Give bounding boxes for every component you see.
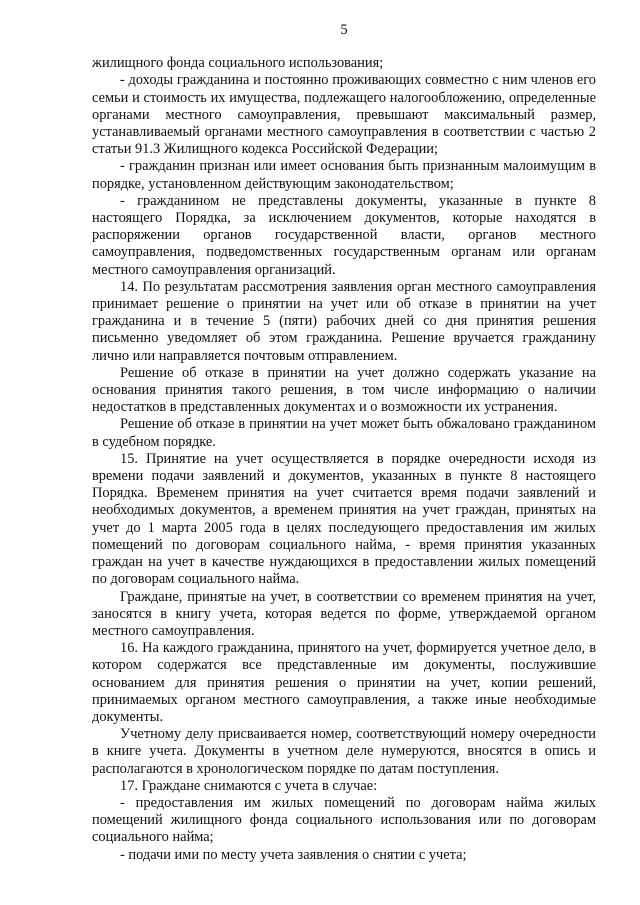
- paragraph: - предоставления им жилых помещений по договорам найма жилых помещений жилищного фонда социального использования или по договорам социального найма;: [92, 794, 596, 846]
- paragraph: - гражданином не представлены документы, указанные в пункте 8 настоящего Порядка, за исключением документов, которые находятся в распоряжении органов государственной власти, органов местного самоуправления, подведомственных государственным органам или органам местного самоуправления организаций.: [92, 192, 596, 278]
- paragraph: 15. Принятие на учет осуществляется в порядке очередности исходя из времени подачи заявлений и документов, указанных в пункте 8 настоящего Порядка. Временем принятия на учет считается время подачи заявлений и необходимых документов, а временем принятия на учет граждан, принятых на учет до 1 марта 2005 года в целях последующего предоставления им жилых помещений по договорам социального найма, - время принятия указанных граждан на учет в качестве нуждающихся в предоставлении жилых помещений по договорам социального найма.: [92, 450, 596, 588]
- document-page: [92, 22, 596, 864]
- paragraph: - доходы гражданина и постоянно проживающих совместно с ним членов его семьи и стоимость их имущества, подлежащего налогообложению, определенные органами местного самоуправления, превышают максимальный размер, устанавливаемый органами местного самоуправления в соответствии с частью 2 статьи 91.3 Жилищного кодекса Российской Федерации;: [92, 72, 596, 158]
- paragraph: Решение об отказе в принятии на учет может быть обжаловано гражданином в судебном порядке.: [92, 416, 596, 450]
- paragraph: Учетному делу присваивается номер, соответствующий номеру очередности в книге учета. Документы в учетном деле нумеруются, вносятся в опись и располагаются в хронологическом порядке по датам поступления.: [92, 726, 596, 777]
- paragraph: жилищного фонда социального использования;: [92, 55, 384, 72]
- paragraph: - гражданин признан или имеет основания быть признанным малоимущим в порядке, установленном действующим законодательством;: [92, 158, 596, 192]
- paragraph: 17. Граждане снимаются с учета в случае:: [120, 777, 378, 794]
- paragraph: 14. По результатам рассмотрения заявления орган местного самоуправления принимает решение о принятии на учет или об отказе в принятии на учет гражданина и в течение 5 (пяти) рабочих дней со дня принятия решения письменно уведомляет об этом гражданина. Решение вручается гражданину лично или направляется почтовым отправлением.: [92, 278, 596, 364]
- paragraph: - подачи ими по месту учета заявления о снятии с учета;: [120, 846, 467, 863]
- paragraph: Решение об отказе в принятии на учет должно содержать указание на основания принятия такого решения, в том числе информацию о наличии недостатков в представленных документах и о возможности их устранения.: [92, 364, 596, 416]
- paragraph: 16. На каждого гражданина, принятого на учет, формируется учетное дело, в котором содержатся все представленные им документы, послужившие основанием для принятия решения о принятии на учет, копии решений, принимаемых органом местного самоуправления, а также иные необходимые документы.: [92, 640, 596, 725]
- paragraph: Граждане, принятые на учет, в соответствии со временем принятия на учет, заносятся в книгу учета, которая ведется по форме, утверждаемой органом местного самоуправления.: [92, 588, 596, 639]
- page-number: 5: [340, 22, 348, 38]
